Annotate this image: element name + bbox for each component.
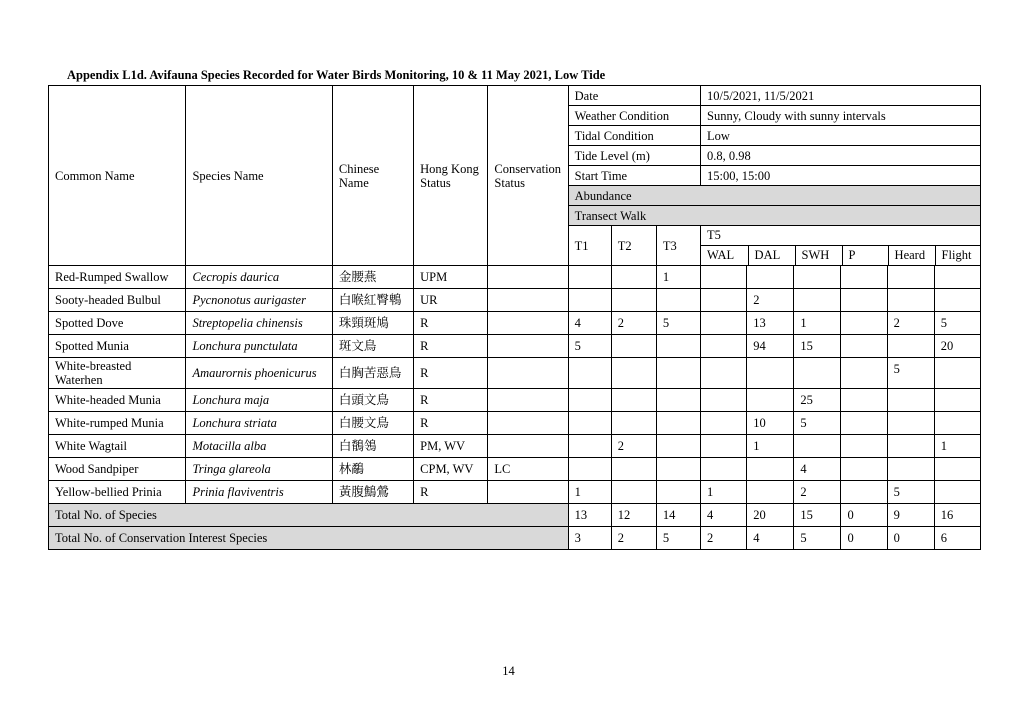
count-cell (887, 389, 934, 412)
count-cell (568, 435, 611, 458)
meta-label: Start Time (568, 166, 700, 186)
count-cell (568, 458, 611, 481)
header-common-name: Common Name (49, 86, 186, 266)
common-name-cell: Red-Rumped Swallow (49, 266, 186, 289)
transect-header: T2 (611, 226, 656, 266)
page-number: 14 (502, 664, 515, 678)
total-value-cell: 0 (887, 527, 934, 550)
chinese-name-cell: 白頭文鳥 (332, 389, 413, 412)
count-cell (934, 289, 980, 312)
count-cell (747, 389, 794, 412)
count-cell (841, 435, 887, 458)
count-cell: 4 (568, 312, 611, 335)
common-name-cell: White-breasted Waterhen (49, 358, 186, 389)
conservation-status-cell (488, 389, 568, 412)
count-cell (934, 412, 980, 435)
count-cell: 2 (794, 481, 841, 504)
count-cell (656, 335, 700, 358)
count-cell: 1 (568, 481, 611, 504)
count-cell: 1 (747, 435, 794, 458)
meta-value: 15:00, 15:00 (701, 166, 981, 186)
count-cell (656, 481, 700, 504)
total-value-cell: 14 (656, 504, 700, 527)
count-cell (794, 289, 841, 312)
total-value-cell: 4 (747, 527, 794, 550)
meta-value: 10/5/2021, 11/5/2021 (701, 86, 981, 106)
count-cell (841, 335, 887, 358)
conservation-status-cell (488, 481, 568, 504)
count-cell: 5 (794, 412, 841, 435)
count-cell (701, 389, 747, 412)
transect-header: T1 (568, 226, 611, 266)
species-name-cell: Pycnonotus aurigaster (186, 289, 332, 312)
total-value-cell: 0 (841, 504, 887, 527)
t5-column-header: WAL (707, 248, 735, 263)
count-cell (568, 289, 611, 312)
total-value-cell: 9 (887, 504, 934, 527)
common-name-cell: Spotted Dove (49, 312, 186, 335)
table-row (49, 481, 981, 504)
total-value-cell: 3 (568, 527, 611, 550)
total-value-cell: 15 (794, 504, 841, 527)
count-cell: 5 (934, 312, 980, 335)
conservation-status-cell (488, 266, 568, 289)
totals-label: Total No. of Conservation Interest Species (49, 527, 569, 550)
hk-status-cell: R (414, 412, 488, 435)
hk-status-cell: R (414, 358, 488, 389)
table-row (49, 266, 981, 289)
total-value-cell: 6 (934, 527, 980, 550)
hk-status-cell: UR (414, 289, 488, 312)
count-cell (656, 289, 700, 312)
count-cell (841, 289, 887, 312)
count-cell (794, 435, 841, 458)
header-conservation-status: Conservation Status (488, 86, 568, 266)
count-cell (841, 389, 887, 412)
count-cell (656, 458, 700, 481)
hk-status-cell: PM, WV (414, 435, 488, 458)
t5-column-header: DAL (748, 245, 795, 265)
count-cell (841, 458, 887, 481)
count-cell (747, 358, 794, 389)
species-name-cell: Motacilla alba (186, 435, 332, 458)
table-row (49, 412, 981, 435)
count-cell (701, 266, 747, 289)
header-species-name: Species Name (186, 86, 332, 266)
species-name-cell: Lonchura punctulata (186, 335, 332, 358)
meta-value: Sunny, Cloudy with sunny intervals (701, 106, 981, 126)
avifauna-table (48, 85, 981, 550)
common-name-cell: White-rumped Munia (49, 412, 186, 435)
total-value-cell: 4 (701, 504, 747, 527)
table-row (49, 312, 981, 335)
common-name-cell: Wood Sandpiper (49, 458, 186, 481)
count-cell (611, 335, 656, 358)
chinese-name-cell: 白鶺鴒 (332, 435, 413, 458)
count-cell: 1 (656, 266, 700, 289)
meta-value: Low (701, 126, 981, 146)
count-cell: 2 (611, 312, 656, 335)
count-cell (887, 412, 934, 435)
table-row (49, 435, 981, 458)
totals-label: Total No. of Species (49, 504, 569, 527)
conservation-status-cell: LC (488, 458, 568, 481)
conservation-status-cell (488, 358, 568, 389)
total-value-cell: 20 (747, 504, 794, 527)
chinese-name-cell: 白喉紅臀鵯 (332, 289, 413, 312)
count-cell (841, 481, 887, 504)
t5-column-header: Heard (888, 245, 935, 265)
count-cell (611, 458, 656, 481)
total-value-cell: 5 (794, 527, 841, 550)
chinese-name-cell: 珠頸斑鳩 (332, 312, 413, 335)
count-cell (747, 266, 794, 289)
count-cell (794, 266, 841, 289)
count-cell (568, 412, 611, 435)
chinese-name-cell: 林鷸 (332, 458, 413, 481)
count-cell (568, 266, 611, 289)
table-caption: Appendix L1d. Avifauna Species Recorded for Water Birds Monitoring, 10 & 11 May 2021, Low Tide (67, 68, 606, 82)
chinese-name-cell: 白胸苦惡鳥 (332, 358, 413, 389)
table-row (49, 358, 981, 389)
count-cell (701, 358, 747, 389)
chinese-name-cell: 黃腹鷦鶯 (332, 481, 413, 504)
count-cell (934, 458, 980, 481)
count-cell: 20 (934, 335, 980, 358)
species-name-cell: Streptopelia chinensis (186, 312, 332, 335)
common-name-cell: Yellow-bellied Prinia (49, 481, 186, 504)
hk-status-cell: R (414, 312, 488, 335)
count-cell (656, 435, 700, 458)
common-name-cell: White-headed Munia (49, 389, 186, 412)
transect-walk-label: Transect Walk (568, 206, 980, 226)
count-cell: 4 (794, 458, 841, 481)
count-cell (794, 358, 841, 389)
count-cell (701, 435, 747, 458)
count-cell: 5 (887, 481, 934, 504)
conservation-status-cell (488, 312, 568, 335)
species-name-cell: Lonchura striata (186, 412, 332, 435)
count-cell (701, 412, 747, 435)
count-cell: 1 (934, 435, 980, 458)
table-row (49, 389, 981, 412)
total-value-cell: 13 (568, 504, 611, 527)
count-cell (656, 412, 700, 435)
count-cell: 1 (701, 481, 747, 504)
conservation-status-cell (488, 435, 568, 458)
conservation-status-cell (488, 412, 568, 435)
count-cell (701, 335, 747, 358)
count-cell (934, 266, 980, 289)
common-name-cell: Spotted Munia (49, 335, 186, 358)
count-cell (934, 389, 980, 412)
count-cell (568, 389, 611, 412)
count-cell: 2 (611, 435, 656, 458)
count-cell (887, 289, 934, 312)
total-value-cell: 2 (611, 527, 656, 550)
meta-label: Tide Level (m) (568, 146, 700, 166)
count-cell (568, 358, 611, 389)
conservation-status-cell (488, 335, 568, 358)
count-cell (887, 335, 934, 358)
common-name-cell: White Wagtail (49, 435, 186, 458)
count-cell (841, 312, 887, 335)
t5-label: T5 (701, 226, 980, 245)
count-cell (656, 358, 700, 389)
chinese-name-cell: 斑文鳥 (332, 335, 413, 358)
count-cell: 15 (794, 335, 841, 358)
count-cell: 5 (887, 358, 934, 389)
count-cell (887, 266, 934, 289)
count-cell (887, 458, 934, 481)
total-value-cell: 12 (611, 504, 656, 527)
count-cell: 5 (568, 335, 611, 358)
count-cell (701, 289, 747, 312)
meta-label: Tidal Condition (568, 126, 700, 146)
count-cell (611, 481, 656, 504)
hk-status-cell: CPM, WV (414, 458, 488, 481)
count-cell: 2 (887, 312, 934, 335)
hk-status-cell: R (414, 481, 488, 504)
table-row (49, 335, 981, 358)
hk-status-cell: UPM (414, 266, 488, 289)
count-cell (611, 358, 656, 389)
count-cell (887, 435, 934, 458)
count-cell (841, 358, 887, 389)
transect-header: T3 (656, 226, 700, 266)
t5-column-header: Flight (935, 245, 980, 265)
abundance-label: Abundance (568, 186, 980, 206)
chinese-name-cell: 白腰文鳥 (332, 412, 413, 435)
count-cell (934, 358, 980, 389)
species-name-cell: Amaurornis phoenicurus (186, 358, 332, 389)
count-cell: 2 (747, 289, 794, 312)
count-cell: 5 (656, 312, 700, 335)
species-name-cell: Cecropis daurica (186, 266, 332, 289)
count-cell (841, 412, 887, 435)
t5-subheader (701, 226, 980, 265)
count-cell: 94 (747, 335, 794, 358)
count-cell (841, 266, 887, 289)
header-chinese-name: Chinese Name (332, 86, 413, 266)
conservation-status-cell (488, 289, 568, 312)
count-cell: 10 (747, 412, 794, 435)
meta-label: Date (568, 86, 700, 106)
total-value-cell: 2 (701, 527, 747, 550)
hk-status-cell: R (414, 389, 488, 412)
count-cell: 13 (747, 312, 794, 335)
count-cell (611, 412, 656, 435)
count-cell (611, 266, 656, 289)
total-value-cell: 5 (656, 527, 700, 550)
table-row (49, 458, 981, 481)
t5-column-header: SWH (795, 245, 842, 265)
species-name-cell: Tringa glareola (186, 458, 332, 481)
count-cell (611, 389, 656, 412)
count-cell (611, 289, 656, 312)
common-name-cell: Sooty-headed Bulbul (49, 289, 186, 312)
count-cell (747, 458, 794, 481)
count-cell (701, 458, 747, 481)
count-cell: 25 (794, 389, 841, 412)
meta-label: Weather Condition (568, 106, 700, 126)
count-cell (656, 389, 700, 412)
count-cell (701, 312, 747, 335)
species-name-cell: Prinia flaviventris (186, 481, 332, 504)
totals-row (49, 527, 981, 550)
count-cell (747, 481, 794, 504)
count-cell: 1 (794, 312, 841, 335)
header-hk-status: Hong Kong Status (414, 86, 488, 266)
total-value-cell: 16 (934, 504, 980, 527)
meta-value: 0.8, 0.98 (701, 146, 981, 166)
count-cell (934, 481, 980, 504)
species-name-cell: Lonchura maja (186, 389, 332, 412)
totals-row (49, 504, 981, 527)
hk-status-cell: R (414, 335, 488, 358)
chinese-name-cell: 金腰燕 (332, 266, 413, 289)
t5-column-header: P (842, 245, 888, 265)
total-value-cell: 0 (841, 527, 887, 550)
table-row (49, 289, 981, 312)
